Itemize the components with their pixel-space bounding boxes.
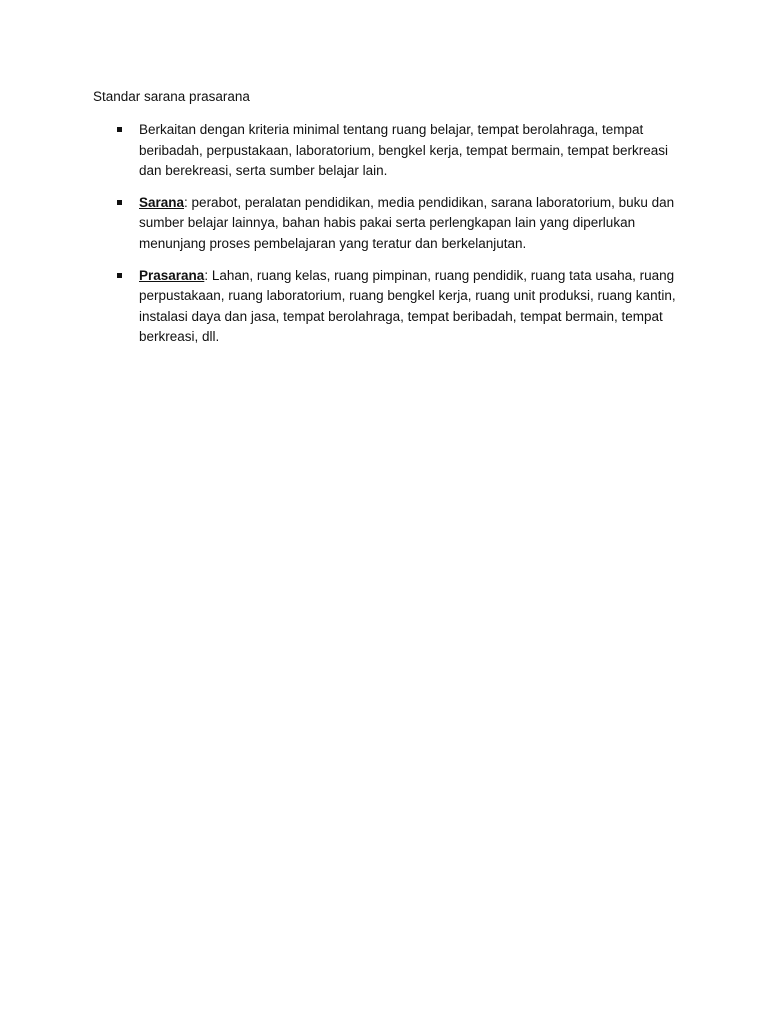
list-item — [115, 120, 680, 182]
list-item-text: perabot, peralatan pendidikan, media pendidikan, sarana laboratorium, buku dan sumber belajar lainnya, bahan habis pakai serta perlengkapan lain yang diperlukan menunjang proses pembelajaran yang teratur dan berkelanjutan. — [139, 194, 675, 251]
square-bullet-icon — [117, 200, 122, 205]
list-item-term: Sarana — [139, 194, 185, 210]
square-bullet-icon — [117, 127, 122, 132]
list-item-term: Prasarana — [139, 267, 205, 283]
list-item — [115, 193, 680, 255]
list-item — [115, 266, 680, 348]
square-bullet-icon — [117, 273, 122, 278]
document-title: Standar sarana prasarana — [93, 89, 250, 104]
list-item-text: Berkaitan dengan kriteria minimal tentang ruang belajar, tempat berolahraga, tempat beribadah, perpustakaan, laboratorium, bengkel kerja, tempat bermain, tempat berkreasi dan berekreasi, serta sumber belajar lain. — [139, 122, 669, 179]
list-item-text: Lahan, ruang kelas, ruang pimpinan, ruang pendidik, ruang tata usaha, ruang perpustakaan, ruang laboratorium, ruang bengkel kerja, ruang unit produksi, ruang kantin, instalasi daya dan jasa, tempat berolahraga, tempat beribadah, tempat bermain, tempat berkreasi, dll. — [139, 267, 676, 345]
list-item-separator: : — [184, 194, 188, 210]
list-item-separator: : — [204, 267, 209, 283]
bullet-list — [115, 120, 680, 359]
